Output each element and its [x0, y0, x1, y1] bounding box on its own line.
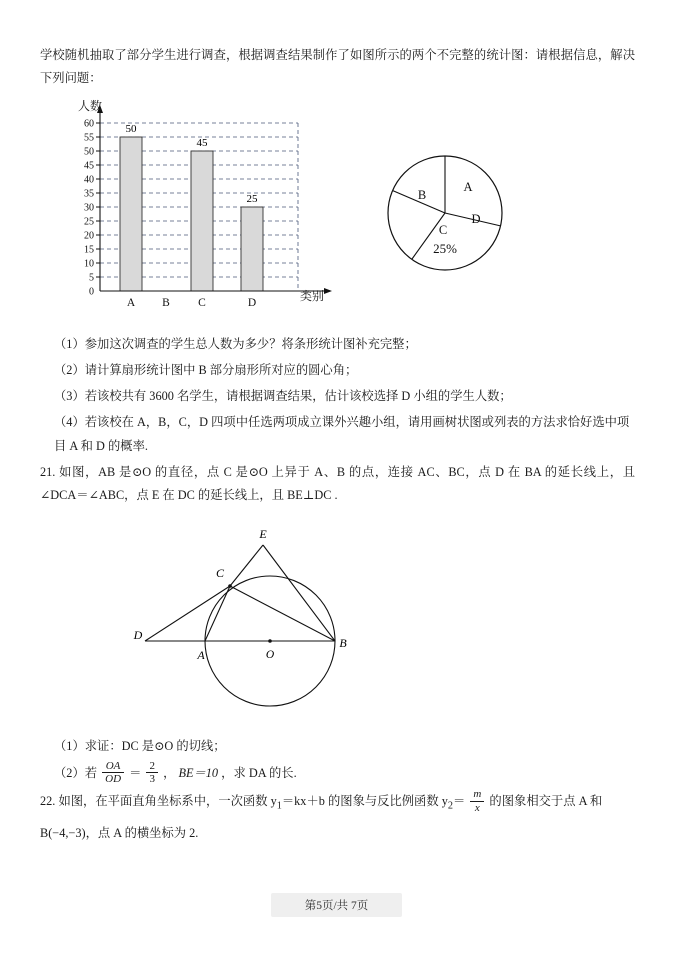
q20-item-3: （3）若该校共有 3600 名学生，请根据调查结果，估计该校选择 D 小组的学生人数；: [54, 389, 512, 404]
x-label-D: D: [247, 297, 257, 310]
q22-text-d: 的图象相交于点 A 和: [489, 794, 603, 808]
pie-chart: [370, 143, 530, 303]
q21-item2-comma: ，: [163, 765, 176, 780]
q20-item-1: （1）参加这次调查的学生总人数为多少？将条形统计图补充完整；: [54, 337, 417, 352]
q20-item-4: （4）若该校在 A，B，C，D 四项中任选两项成立课外兴趣小组，请用画树状图或列表的方法求恰好选中项目 A 和 D 的概率.: [54, 415, 630, 454]
svg-text:0: 0: [89, 286, 94, 298]
page-footer: [0, 893, 673, 917]
svg-text:10: 10: [84, 258, 94, 270]
svg-text:60: 60: [84, 118, 94, 130]
q21-number: 21.: [40, 465, 56, 480]
bar-chart: [50, 95, 350, 331]
bar-value-C: 45: [196, 137, 208, 150]
q21-item-2: [40, 761, 635, 787]
pie-label-A: A: [463, 180, 473, 195]
svg-text:5: 5: [89, 272, 94, 284]
question-22: [40, 789, 635, 816]
fraction-numerator: OA: [102, 760, 124, 774]
q22-text-b: ＝kx＋b 的图象与反比例函数 y: [281, 794, 448, 808]
page-number: 第5页/共 7页: [271, 893, 403, 917]
fraction-denominator: x: [474, 801, 480, 814]
point-label-E: E: [259, 526, 267, 541]
fraction-two-thirds: [146, 760, 158, 786]
svg-text:45: 45: [84, 160, 94, 172]
fraction-oa-od: [102, 760, 124, 786]
pie-chart-svg: [370, 143, 530, 303]
bar-A: [120, 137, 142, 291]
q22-sub-2: 2: [447, 800, 453, 812]
intro-paragraph: 学校随机抽取了部分学生进行调查，根据调查结果制作了如图所示的两个不完整的统计图：请根据信息，解决下列问题：: [40, 48, 635, 85]
bar-D: [241, 207, 263, 291]
x-label-B: B: [162, 297, 170, 310]
point-label-C: C: [215, 565, 225, 580]
bar-C: [191, 151, 213, 291]
q22-text-c: ＝: [453, 794, 466, 808]
q21-item2-tail: ，求 DA 的长.: [221, 765, 297, 780]
fraction-denominator: OD: [105, 773, 122, 786]
fraction-numerator: 2: [146, 760, 158, 774]
point-label-A: A: [197, 647, 205, 662]
svg-text:50: 50: [84, 146, 94, 158]
equals-sign: ＝: [129, 765, 142, 780]
question-21: [40, 461, 635, 506]
point-label-O: O: [265, 648, 275, 661]
bar-value-A: 50: [125, 123, 137, 136]
page-content: [40, 44, 635, 851]
point-label-D: D: [133, 627, 143, 642]
circle-geometry-svg: [60, 513, 490, 727]
q21-text: 如图，AB 是⊙O 的直径，点 C 是⊙O 上异于 A、B 的点，连接 AC、BC，点 D 在 BA 的延长线上，且∠DCA＝∠ABC，点 E 在 DC 的延长线上，且 BE⊥DC .: [40, 465, 635, 503]
fraction-numerator: m: [470, 788, 484, 802]
bar-value-D: 25: [246, 193, 258, 206]
pie-data-label-C: 25%: [433, 241, 457, 257]
svg-text:25: 25: [84, 216, 94, 228]
pie-label-D: D: [471, 212, 481, 227]
svg-text:15: 15: [84, 244, 94, 256]
q22-sub-1: 1: [276, 800, 282, 812]
x-label-C: C: [198, 297, 206, 310]
q21-item-1: （1）求证：DC 是⊙O 的切线；: [54, 738, 226, 753]
x-axis-label: 类别: [300, 289, 325, 304]
point-label-B: B: [339, 635, 347, 650]
pie-label-C: C: [438, 223, 448, 238]
svg-text:20: 20: [84, 230, 94, 242]
q20-item-2: （2）请计算扇形统计图中 B 部分扇形所对应的圆心角；: [54, 363, 358, 378]
q22-number: 22.: [40, 794, 56, 808]
fraction-m-over-x: [470, 788, 484, 814]
svg-text:35: 35: [84, 188, 94, 200]
q21-be-value: BE＝10: [178, 765, 219, 780]
svg-text:30: 30: [84, 202, 94, 214]
y-axis-label: 人数: [78, 99, 103, 114]
circle-geometry-figure: [40, 513, 635, 731]
statistics-figures: [40, 95, 635, 331]
pie-label-B: B: [417, 188, 427, 203]
fraction-denominator: 3: [149, 773, 155, 786]
svg-text:40: 40: [84, 174, 94, 186]
q21-item2-lead: （2）若: [54, 765, 98, 780]
x-label-A: A: [126, 297, 136, 310]
q22-text-a: 如图，在平面直角坐标系中，一次函数 y: [58, 794, 277, 808]
svg-text:55: 55: [84, 132, 94, 144]
q22-continuation: B(−4,−3)，点 A 的横坐标为 2.: [40, 826, 199, 841]
